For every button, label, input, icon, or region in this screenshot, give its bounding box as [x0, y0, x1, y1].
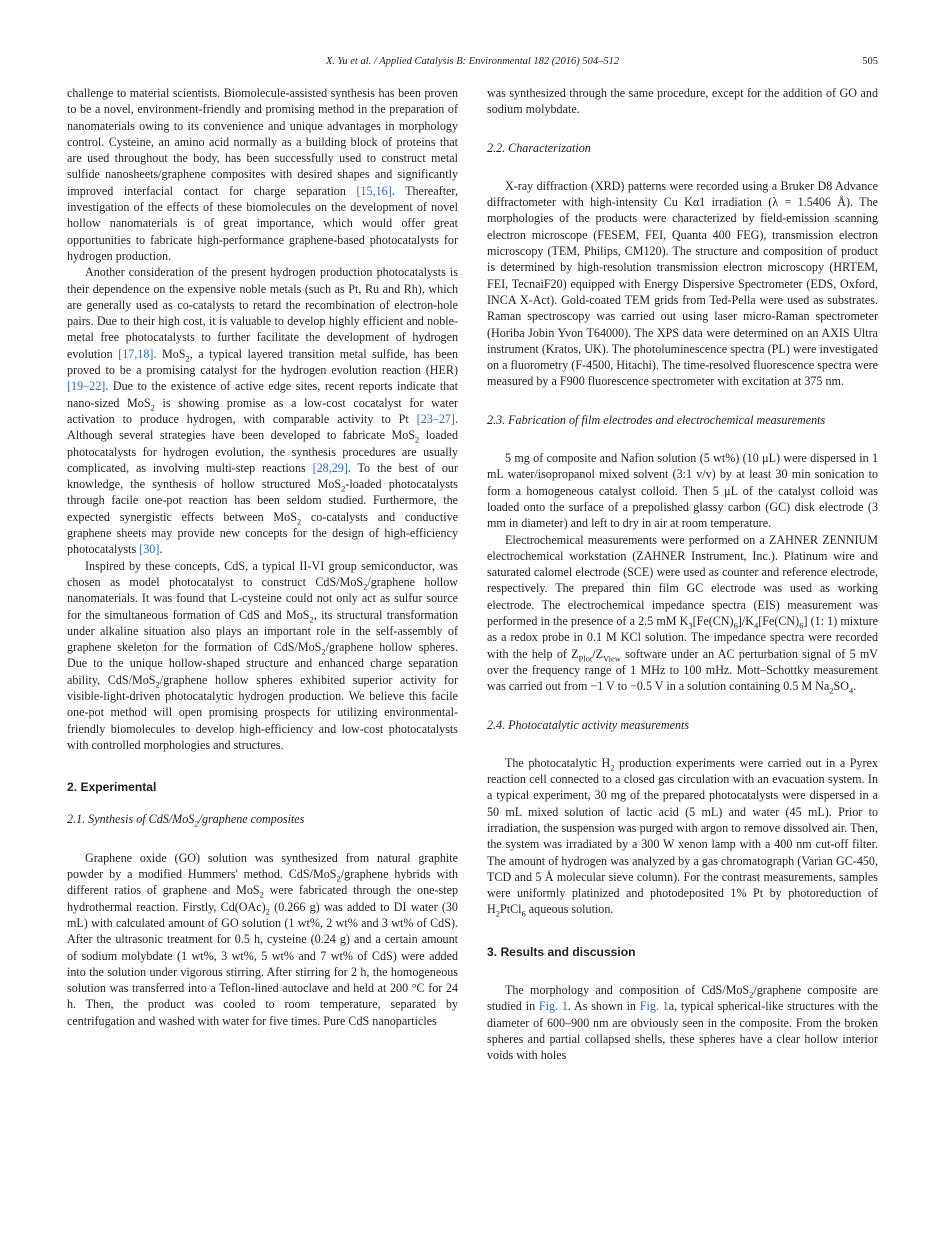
- subsection-heading: 2.4. Photocatalytic activity measurements: [487, 717, 690, 732]
- paragraph: The photocatalytic $H_2$ production experiments were carried out in a Pyrex reaction cell connected to a closed gas circulation with an evacuation system. In a typical experiment, 30 mg of the prepared photocatalysts were dispersed in a 50 mL mixed solution of lactic acid (5 mL) and water (45 mL). Prior to irradiation, the suspension was purged with argon to remove dissolved air. Then, the system was irradiated by a 300 W xenon lamp with a 400 nm cut-off filter. The amount of hydrogen was analyzed by a gas chromatograph (Varian GC-450, TCD and 5 Å molecular sieve column). For the contrast measurements, samples were uniformly platinized and photodeposited 1% Pt by photoreduction of $H_2PtCl_6$ aqueous solution.: [487, 755, 878, 919]
- right-column: [487, 85, 878, 1064]
- subsection-heading: 2.3. Fabrication of film electrodes and electrochemical measurements: [487, 412, 826, 427]
- paragraph: X-ray diffraction (XRD) patterns were recorded using a Bruker D8 Advance diffractometer with high-intensity Cu Kα1 irradiation (λ = 1.5406 Å). The morphologies of the products were characterized by field-emission scanning electron microscope (FESEM, FEI, Quanta 400 FEG), transmission electron microscopy (TEM, Philips, CM120). The structure and composition of product is determined by high-resolution transmission electron microscopy (HRTEM, FEI, TecnaiF20) equipped with Energy Dispersive Spectrometer (EDS, Oxford, INCA X-Act). Gold-coated TEM grids from Ted-Pella were used as substrates. Raman spectroscopy was carried out using laser micro-Raman spectrometer (Horiba Jobin Yvon T64000). The XPS data were determined on an AXIS Ultra instrument (Kratos, UK). The photoluminescence spectra (PL) were investigated on a fluorometry (F-4500, Hitachi). The time-resolved fluorescence spectra were measured by a F900 fluorescence spectrometer with excitation at 375 nm.: [487, 178, 878, 389]
- left-column: [67, 85, 458, 1029]
- citation-link[interactable]: [19–22]: [67, 379, 106, 394]
- paragraph: Another consideration of the present hydrogen production photocatalysts is their dependence on the expensive noble metals (such as Pt, Ru and Rh), which are generally used as co-catalysts to retard the recombination of electron-hole pairs. Due to their high cost, it is valuable to develop highly efficient and noble-metal free photocatalysts to further facilitate the development of hydrogen evolution [17,18]. MoS$_2$, a typical layered transition metal sulfide, has been proved to be a promising catalyst for the hydrogen evolution reaction (HER) [19–22]. Due to the existence of active edge sites, recent reports indicate that nano-sized MoS$_2$ is showing promise as a low-cost cocatalyst for water activation to produce hydrogen, with comparable activity to Pt [23–27]. Although several strategies have been developed to fabricate MoS$_2$ loaded photocatalysts for hydrogen evolution, the synthesis procedures are usually complicated, as involving multi-step reactions [28,29]. To the best of our knowledge, the synthesis of hollow structured MoS$_2$-loaded photocatalysts through facile one-pot reaction has been seldom studied. Furthermore, the expected synergistic effects between MoS$_2$ co-catalysts and conductive graphene sheets may provide new concepts for the design of high-efficiency photocatalysts [30].: [67, 265, 459, 557]
- figure-link[interactable]: Fig. 1: [639, 999, 669, 1014]
- journal-citation: X. Yu et al. / Applied Catalysis B: Environmental 182 (2016) 504–512: [325, 56, 620, 67]
- figure-link[interactable]: Fig. 1: [538, 999, 568, 1014]
- citation-link[interactable]: [28,29]: [312, 460, 348, 475]
- subsection-heading: 2.1. Synthesis of CdS/MoS$_2$/graphene composites: [67, 812, 305, 829]
- citation-link[interactable]: [17,18]: [118, 346, 154, 361]
- section-heading: 3. Results and discussion: [487, 944, 636, 959]
- citation-link[interactable]: [30]: [139, 542, 160, 557]
- subsection-heading: 2.2. Characterization: [487, 140, 591, 155]
- paragraph: Inspired by these concepts, CdS, a typical II-VI group semiconductor, was chosen as model photocatalyst to construct CdS/MoS$_2$/graphene hollow nanomaterials. It was found that L-cysteine could not only act as sulfur source for the simultaneous formation of CdS and MoS$_2$, its structural transformation under alkaline situation also plays an important role in the self-assembly of graphene skeleton for the formation of CdS/MoS$_2$/graphene hollow spheres. Due to the unique hollow-shaped structure and enhanced charge separation ability, CdS/MoS$_2$/graphene hollow spheres exhibited superior activity for visible-light-driven photocatalytic hydrogen production. We believe this facile one-pot method will open promising prospects for utilizing environmental-friendly biomolecules to develop high-efficiency and low-cost photocatalysts with controlled morphologies and structures.: [67, 558, 458, 752]
- paragraph: Electrochemical measurements were performed on a ZAHNER ZENNIUM electrochemical workstation (ZAHNER Instrument, Inc.). Platinum wire and saturated calomel electrode (SCE) were used as counter and reference electrode, respectively. The prepared thin film GC electrode was used as working electrode. The electrochemical impedance spectra (EIS) measurement was performed in the presence of a 2.5 mM $K_3[Fe(CN)_6]/K_4[Fe(CN)_6]$ (1: 1) mixture as a redox probe in 0.1 M KCl solution. The impedance spectra were recorded with the help of $Z_{Plot}/Z_{View}$ software under an AC perturbation signal of 5 mV over the frequency range of 1 MHz to 100 mHz. Mott–Schottky measurement was carried out from −1 V to −0.5 V in a solution containing 0.5 M $Na_2SO_4$.: [487, 532, 878, 696]
- section-heading: 2. Experimental: [67, 780, 157, 795]
- citation-link[interactable]: [15,16]: [356, 183, 392, 198]
- paragraph: Graphene oxide (GO) solution was synthesized from natural graphite powder by a modified Hummers' method. CdS/MoS$_2$/graphene hybrids with different ratios of graphene and MoS$_2$ were fabricated through the one-step hydrothermal reaction. Firstly, $Cd(OAc)_2$ (0.266 g) was added to DI water (30 mL) with calculated amount of GO solution (1 wt%, 2 wt% and 3 wt% of CdS). After the ultrasonic treatment for 0.5 h, cysteine (0.24 g) and a certain amount of sodium molybdate (1 wt%, 3 wt%, 5 wt% and 7 wt% of CdS) were added into the solution under vigorous stirring. After stirring for 2 h, the homogeneous solution was transferred into a Teflon-lined autoclave and held at 200 °C for 24 h. Then, the product was cooled to room temperature, separated by centrifugation and washed with water for five times. Pure CdS nanoparticles: [67, 850, 458, 1028]
- paragraph: 5 mg of composite and Nafion solution (5 wt%) (10 μL) were dispersed in 1 mL water/isopropanol mixed solvent (3:1 v/v) by at least 30 min sonication to form a homogeneous catalyst colloid. Then 5 μL of the catalyst colloid was loaded onto the surface of a prepolished glassy carbon (GC) disk electrode (3 mm in diameter) and left to dry in air at room temperature.: [487, 451, 878, 531]
- paragraph: The morphology and composition of CdS/MoS$_2$/graphene composite are studied in Fig. 1. As shown in Fig. 1a, typical spherical-like structures with the diameter of 600–900 nm are obviously seen in the composite. From the broken spheres and partial collapsed shells, these spheres have a clear hollow interior voids with holes: [487, 983, 878, 1063]
- running-header: [67, 56, 878, 70]
- citation-link[interactable]: [23–27]: [416, 411, 455, 426]
- page-number: 505: [862, 56, 878, 67]
- paragraph: was synthesized through the same procedure, except for the addition of GO and sodium molybdate.: [487, 86, 878, 117]
- paragraph: challenge to material scientists. Biomolecule-assisted synthesis has been proven to be a novel, environment-friendly and promising method in the preparation of nanomaterials owing to its convenience and unique advantages in morphology control. Cysteine, an amino acid normally as a building block of proteins that are used throughout the body, has been successfully used to construct metal sulfide nanosheets/graphene composites with desired shapes and significantly improved interfacial contact for charge separation [15,16]. Thereafter, investigation of the effects of these biomolecules on the development of novel hollow nanomaterials is of great importance, which would offer great opportunities to fabricate high-performance graphene-based photocatalysts for hydrogen production.: [67, 86, 458, 263]
